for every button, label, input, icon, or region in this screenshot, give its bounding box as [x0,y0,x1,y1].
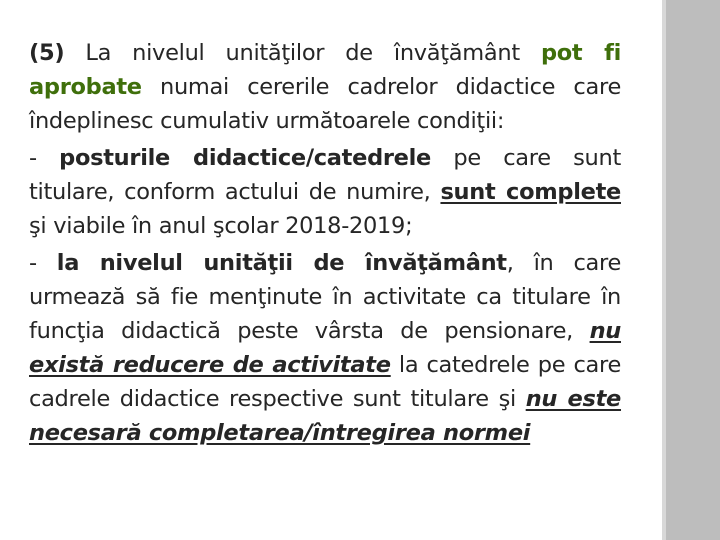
paragraph2-text-b: şi viabile în anul şcolar 2018-2019; [29,213,413,239]
paragraph-number: (5) [29,40,65,66]
paragraph-condition-school [29,246,621,450]
paragraph-conditions-intro [29,36,621,138]
paragraph3-emphasis-a: nu există reducere de activitate [29,318,621,378]
paragraph-condition-posts [29,141,621,243]
paragraph2-underlined: sunt complete [440,179,621,205]
paragraph3-emphasis-b: nu este necesară completarea/întregirea normei [29,386,622,446]
paragraph2-text-a: pe care sunt titulare, conform actului de numire, [29,145,622,205]
paragraph3-text-b: la catedrele pe care cadrele didactice respective sunt titulare şi [29,352,621,412]
slide-body [29,36,621,450]
side-bar [666,0,720,540]
paragraph1-text-a: La nivelul unităţilor de învăţământ [64,40,541,66]
paragraph3-bold: la nivelul unităţii de învăţământ [56,250,507,276]
paragraph2-bold: posturile didactice/catedrele [59,145,432,171]
paragraph1-emphasis: pot fi aprobate [29,40,621,100]
paragraph3-text-a: , în care urmează să fie menţinute în activitate ca titulare în funcţia didactică peste vârsta de pensionare, [29,250,622,344]
paragraph2-prefix: - [29,145,60,171]
paragraph1-text-b: numai cererile cadrelor didactice care îndeplinesc cumulativ următoarele condiţii: [29,74,621,134]
paragraph3-prefix: - [29,250,57,276]
